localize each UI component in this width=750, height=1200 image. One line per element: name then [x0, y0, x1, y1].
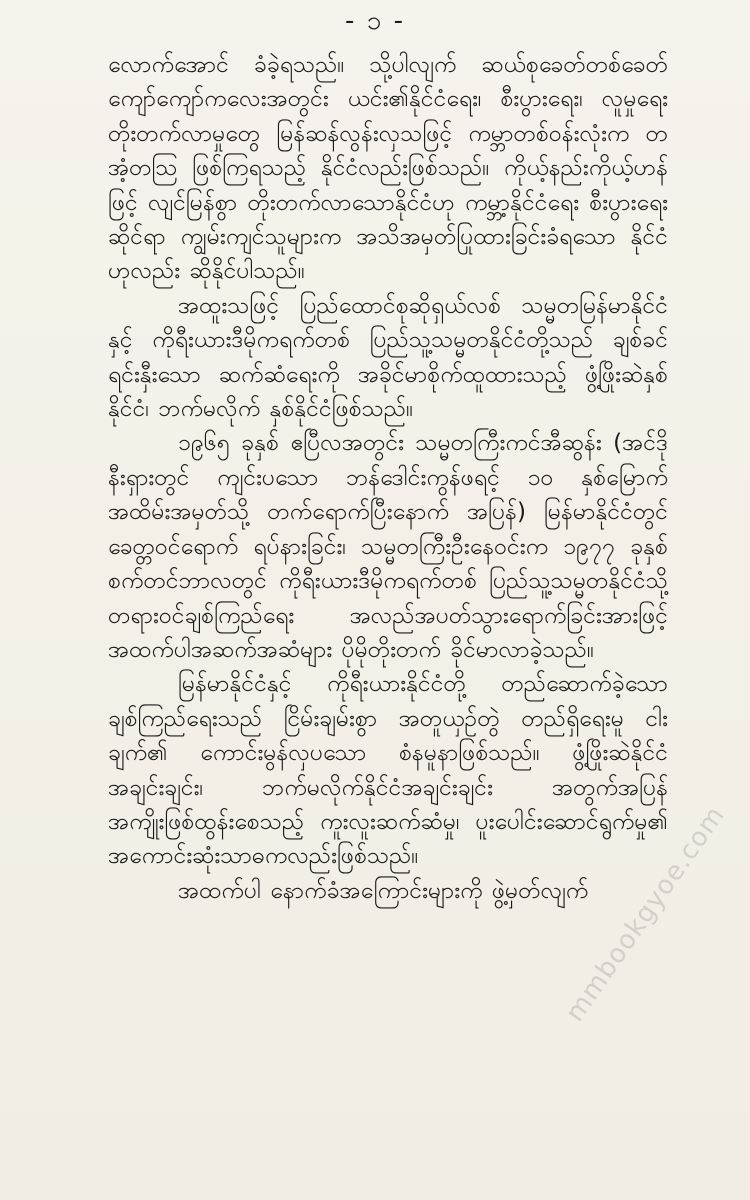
paragraph-5: အထက်ပါ နောက်ခံအကြောင်းများကို ဖွဲ့မှတ်လျက် — [178, 877, 589, 904]
body-text — [108, 48, 668, 908]
paragraph-1: လောက်အောင် ခံခဲ့ရသည်။ သို့ပါလျက် ဆယ်စုခေတ်တစ်ခေတ် ကျော်ကျော်ကလေးအတွင်း ယင်း၏နိုင်ငံရေး၊ စီးပွားရေး၊ လူမှုရေးတိုးတက်လာမှုတွေ မြန်ဆန်လွန်းလှသဖြင့် ကမ္ဘာတစ်ဝန်းလုံးက တအံ့တသြ ဖြစ်ကြရသည့် နိုင်ငံလည်းဖြစ်သည်။ ကိုယ့်နည်းကိုယ့်ဟန်ဖြင့် လျင်မြန်စွာ တိုးတက်လာသောနိုင်ငံဟု ကမ္ဘာ့နိုင်ငံရေး စီးပွားရေးဆိုင်ရာ ကျွမ်းကျင်သူများက အသိအမှတ်ပြုထားခြင်းခံရသော နိုင်ငံဟုလည်း ဆိုနိုင်ပါသည်။ — [108, 52, 668, 285]
page-number: - ၁ - — [345, 6, 405, 36]
watermark: mmbookgyoe.com — [560, 800, 732, 1028]
paragraph-4: မြန်မာနိုင်ငံနှင့် ကိုရီးယားနိုင်ငံတို့ တည်ဆောက်ခဲ့သော ချစ်ကြည်ရေးသည် ငြိမ်းချမ်းစွာ အတူယှဉ်တွဲ တည်ရှိရေးမူ ငါးချက်၏ ကောင်းမွန်လှပသော စံနမူနာဖြစ်သည်။ ဖွံ့ဖြိုးဆဲနိုင်ငံ အချင်းချင်း၊ ဘက်မလိုက်နိုင်ငံအချင်းချင်း အတွက်အပြန် အကျိုးဖြစ်ထွန်းစေသည့် ကူးလူးဆက်ဆံမှု၊ ပူးပေါင်းဆောင်ရွက်မှု၏ အကောင်းဆုံးသာဓကလည်းဖြစ်သည်။ — [108, 671, 668, 870]
paragraph-3: ၁၉၆၅ ခုနှစ် ဧပြီလအတွင်း သမ္မတကြီးကင်အီဆွန်း (အင်ဒိုနီးရှားတွင် ကျင်းပသော ဘန်ဒေါင်းကွန်ဖရင့် ၁၀ နှစ်မြောက် အထိမ်းအမှတ်သို့ တက်ရောက်ပြီးနောက် အပြန်) မြန်မာနိုင်ငံတွင် ခေတ္တဝင်ရောက် ရပ်နားခြင်း၊ သမ္မတကြီးဦးနေဝင်းက ၁၉၇၇ ခုနှစ် စက်တင်ဘာလတွင် ကိုရီးယားဒီမိုကရက်တစ် ပြည်သူ့သမ္မတနိုင်ငံသို့ တရားဝင်ချစ်ကြည်ရေး အလည်အပတ်သွားရောက်ခြင်းအားဖြင့် အထက်ပါအဆက်အဆံများ ပိုမိုတိုးတက် ခိုင်မာလာခဲ့သည်။ — [108, 430, 668, 663]
paragraph-2: အထူးသဖြင့် ပြည်ထောင်စုဆိုရှယ်လစ် သမ္မတမြန်မာနိုင်ငံနှင့် ကိုရီးယားဒီမိုကရက်တစ် ပြည်သူ့သမ္မတနိုင်ငံတို့သည် ချစ်ခင်ရင်းနှီးသော ဆက်ဆံရေးကို အခိုင်မာစိုက်ထူထားသည့် ဖွံ့ဖြိုးဆဲနှစ်နိုင်ငံ၊ ဘက်မလိုက် နှစ်နိုင်ငံဖြစ်သည်။ — [108, 292, 668, 423]
